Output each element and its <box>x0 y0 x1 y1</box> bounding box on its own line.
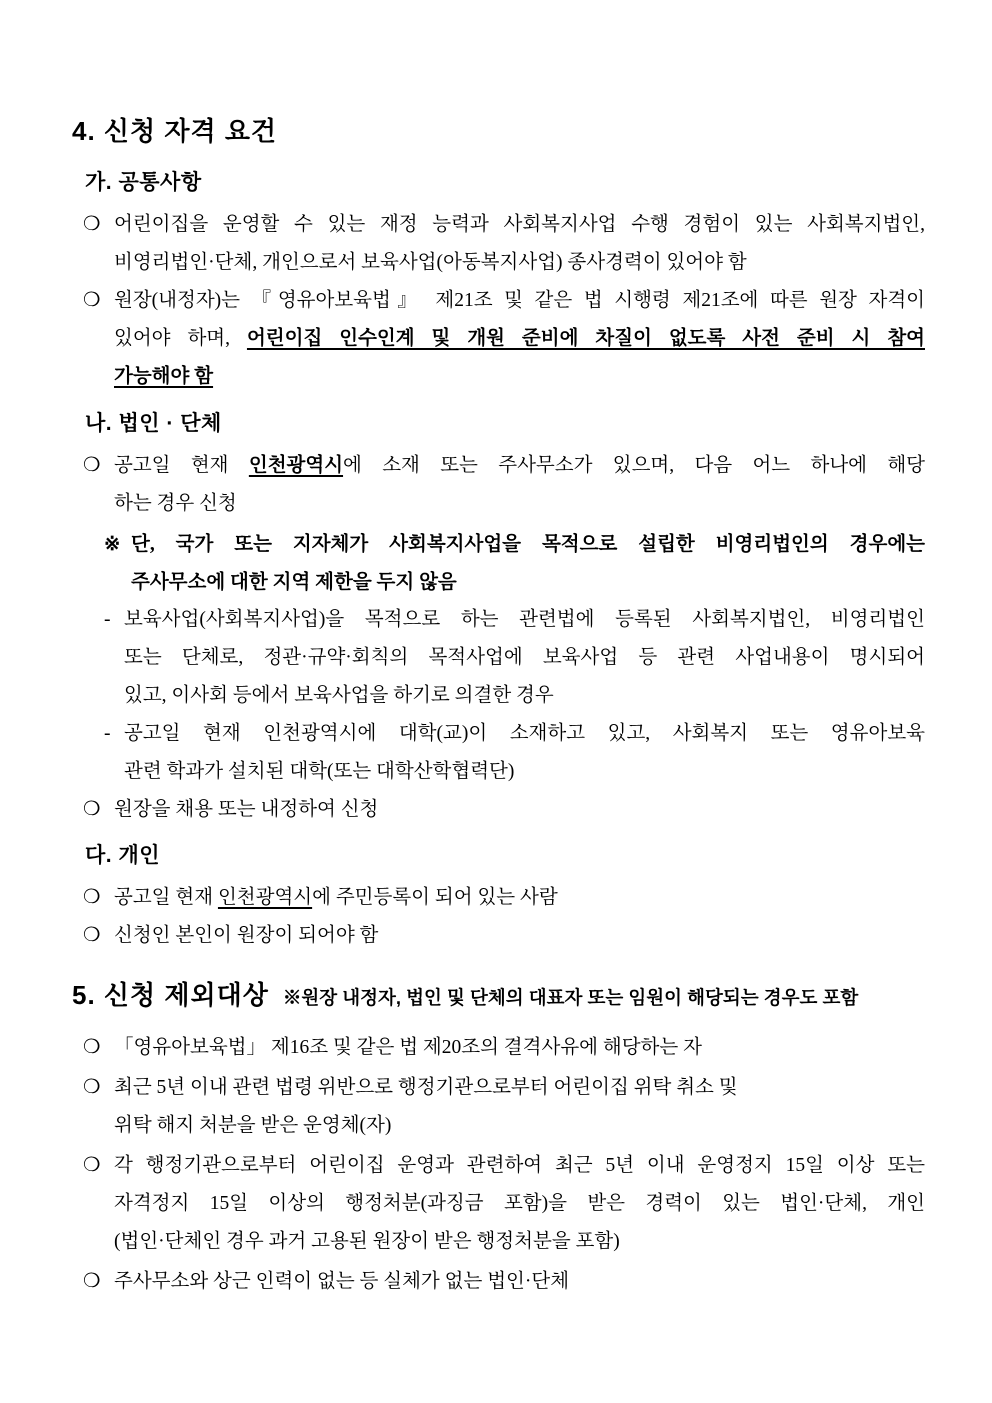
bullet-resident-registration <box>83 879 925 917</box>
bullet-marker: ※ <box>104 534 121 555</box>
text-run: 에 소재 또는 주사무소가 있으며, 다음 어느 하나에 해당 <box>343 455 925 476</box>
bullet-marker: ❍ <box>83 1155 101 1176</box>
text-run: 최근 5년 이내 관련 법령 위반으로 행정기관으로부터 어린이집 위탁 취소 및 <box>114 1077 738 1098</box>
dash-university-lines <box>124 715 925 791</box>
bullet-resident-registration-line-1 <box>114 879 925 917</box>
text-run: 공고일 현재 <box>114 887 218 908</box>
text-run: 있어야 하며, <box>114 328 247 349</box>
text-run: 원장(내정자)는 『영유아보육법』 제21조 및 같은 법 시행령 제21조에 따른 원장 자격이 <box>114 290 925 311</box>
bullet-financial-capacity-line-2 <box>114 244 925 282</box>
bullet-marker: ❍ <box>83 925 101 946</box>
bullet-marker: ❍ <box>83 887 101 908</box>
text-run: 인천광역시 <box>217 887 313 908</box>
bullet-revocation-history <box>83 1069 925 1145</box>
bullet-financial-capacity-lines <box>114 206 925 282</box>
bullet-marker: ❍ <box>83 1037 101 1058</box>
text-run: 가능해야 함 <box>114 366 214 387</box>
section-4-heading <box>72 114 932 148</box>
note-nonprofit-exception-line-2 <box>131 564 925 602</box>
bullet-disqualification-law-line-1 <box>114 1029 925 1067</box>
bullet-director-appointment <box>83 791 925 829</box>
dash-registered-corporation-line-3 <box>124 677 925 715</box>
subheading-na-corporation-text: 나. 법인 · 단체 <box>85 412 222 435</box>
bullet-financial-capacity-line-1 <box>114 206 925 244</box>
subheading-na-corporation <box>85 410 925 437</box>
text-run: 에 주민등록이 되어 있는 사람 <box>312 887 558 908</box>
text-run: 어린이집 인수인계 및 개원 준비에 차질이 없도록 사전 준비 시 참여 <box>246 328 925 349</box>
bullet-administrative-disposition-lines <box>114 1147 925 1261</box>
text-run: 어린이집을 운영할 수 있는 재정 능력과 사회복지사업 수행 경험이 있는 사회복지법인, <box>114 214 925 235</box>
bullet-marker: ❍ <box>83 1271 101 1292</box>
bullet-administrative-disposition-line-3 <box>114 1223 925 1261</box>
dash-university-line-2 <box>124 753 925 791</box>
bullet-financial-capacity <box>83 206 925 282</box>
bullet-marker: - <box>104 723 111 744</box>
bullet-marker: ❍ <box>83 214 101 235</box>
bullet-administrative-disposition-line-2 <box>114 1185 925 1223</box>
text-run: 또는 단체로, 정관·규약·회칙의 목적사업에 보육사업 등 관련 사업내용이 명시되어 <box>124 647 925 668</box>
bullet-marker: ❍ <box>83 290 101 311</box>
subheading-da-individual <box>85 842 925 869</box>
text-run: 주사무소에 대한 지역 제한을 두지 않음 <box>131 572 457 593</box>
text-run: 위탁 해지 처분을 받은 운영체(자) <box>114 1115 392 1136</box>
bullet-disqualification-law <box>83 1029 925 1067</box>
bullet-director-qualification-line-2 <box>114 320 925 358</box>
text-run: (법인·단체인 경우 과거 고용된 원장이 받은 행정처분을 포함) <box>114 1231 620 1252</box>
bullet-director-qualification-line-3 <box>114 358 925 396</box>
bullet-applicant-is-director-line-1 <box>114 917 925 955</box>
bullet-marker: - <box>104 609 111 630</box>
bullet-no-substance-entity-line-1 <box>114 1263 925 1301</box>
text-run: 하는 경우 신청 <box>114 493 237 514</box>
dash-university-line-1 <box>124 715 925 753</box>
bullet-director-qualification <box>83 282 925 396</box>
text-run: 단, 국가 또는 지자체가 사회복지사업을 목적으로 설립한 비영리법인의 경우에는 <box>131 534 925 555</box>
subheading-da-individual-text: 다. 개인 <box>85 844 161 867</box>
text-run: 관련 학과가 설치된 대학(또는 대학산학협력단) <box>124 761 515 782</box>
section-5-heading <box>72 978 932 1015</box>
section-5-heading-text: 5. 신청 제외대상 <box>72 980 269 1010</box>
subheading-ga-common <box>85 169 925 196</box>
dash-university <box>104 715 925 791</box>
text-run: 주사무소와 상근 인력이 없는 등 실체가 없는 법인·단체 <box>114 1271 570 1292</box>
bullet-marker: ❍ <box>83 1077 101 1098</box>
text-run: 각 행정기관으로부터 어린이집 운영과 관련하여 최근 5년 이내 운영정지 15일 이상 또는 <box>114 1155 925 1176</box>
subheading-ga-common-text: 가. 공통사항 <box>85 171 202 194</box>
note-nonprofit-exception <box>104 526 925 602</box>
text-run: 공고일 현재 <box>114 455 249 476</box>
bullet-no-substance-entity-lines <box>114 1263 925 1301</box>
dash-registered-corporation-line-2 <box>124 639 925 677</box>
text-run: 신청인 본인이 원장이 되어야 함 <box>114 925 379 946</box>
text-run: 비영리법인·단체, 개인으로서 보육사업(아동복지사업) 종사경력이 있어야 함 <box>114 252 747 273</box>
bullet-location-incheon-line-2 <box>114 485 925 523</box>
bullet-location-incheon-lines <box>114 447 925 523</box>
bullet-applicant-is-director-lines <box>114 917 925 955</box>
bullet-location-incheon <box>83 447 925 523</box>
text-run: 자격정지 15일 이상의 행정처분(과징금 포함)을 받은 경력이 있는 법인·단체, 개인 <box>114 1193 925 1214</box>
section-5-heading-note: ※원장 내정자, 법인 및 단체의 대표자 또는 임원이 해당되는 경우도 포함 <box>282 987 859 1008</box>
bullet-revocation-history-line-1 <box>114 1069 925 1107</box>
dash-registered-corporation-line-1 <box>124 601 925 639</box>
bullet-marker: ❍ <box>83 799 101 820</box>
bullet-location-incheon-line-1 <box>114 447 925 485</box>
text-run: 원장을 채용 또는 내정하여 신청 <box>114 799 379 820</box>
text-run: 인천광역시 <box>248 455 344 476</box>
bullet-resident-registration-lines <box>114 879 925 917</box>
text-run: 있고, 이사회 등에서 보육사업을 하기로 의결한 경우 <box>124 685 554 706</box>
bullet-no-substance-entity <box>83 1263 925 1301</box>
bullet-director-appointment-line-1 <box>114 791 925 829</box>
dash-registered-corporation-lines <box>124 601 925 715</box>
bullet-director-qualification-lines <box>114 282 925 396</box>
bullet-administrative-disposition-line-1 <box>114 1147 925 1185</box>
dash-registered-corporation <box>104 601 925 715</box>
text-run: 「영유아보육법」 제16조 및 같은 법 제20조의 결격사유에 해당하는 자 <box>114 1037 702 1058</box>
text-run: 공고일 현재 인천광역시에 대학(교)이 소재하고 있고, 사회복지 또는 영유아보육 <box>124 723 925 744</box>
bullet-director-appointment-lines <box>114 791 925 829</box>
bullet-marker: ❍ <box>83 455 101 476</box>
section-4-heading-text: 4. 신청 자격 요건 <box>72 116 278 146</box>
bullet-administrative-disposition <box>83 1147 925 1261</box>
bullet-disqualification-law-lines <box>114 1029 925 1067</box>
bullet-applicant-is-director <box>83 917 925 955</box>
text-run: 보육사업(사회복지사업)을 목적으로 하는 관련법에 등록된 사회복지법인, 비영리법인 <box>124 609 925 630</box>
note-nonprofit-exception-lines <box>131 526 925 602</box>
bullet-director-qualification-line-1 <box>114 282 925 320</box>
note-nonprofit-exception-line-1 <box>131 526 925 564</box>
bullet-revocation-history-lines <box>114 1069 925 1145</box>
bullet-revocation-history-line-2 <box>114 1107 925 1145</box>
